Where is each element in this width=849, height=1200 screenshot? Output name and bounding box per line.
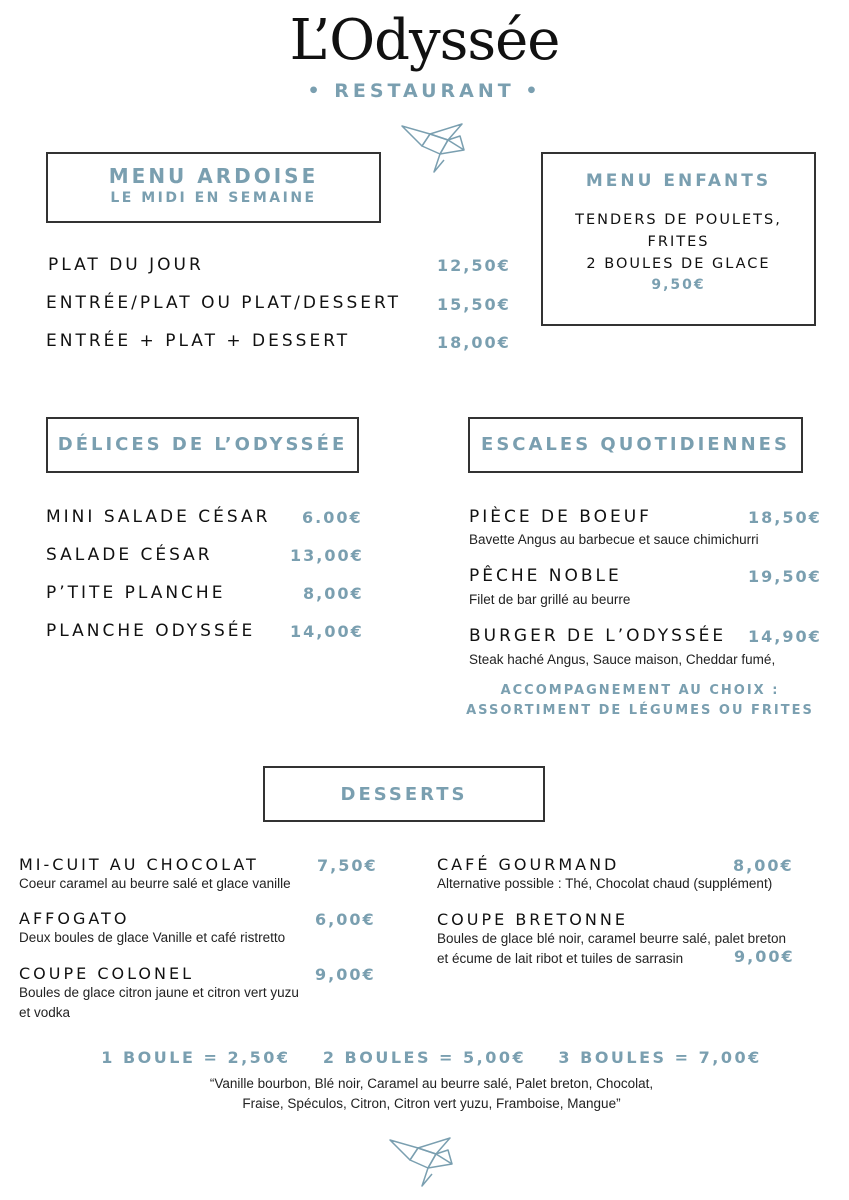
dessert-item-price: 6,00€ (315, 910, 376, 929)
accompagnement-note: ASSORTIMENT DE LÉGUMES OU FRITES (466, 703, 814, 718)
escales-item-price: 14,90€ (748, 627, 822, 646)
delices-title: DÉLICES DE L’ODYSSÉE (57, 434, 348, 455)
delices-item-price: 14,00€ (290, 622, 364, 641)
dessert-item-name: COUPE BRETONNE (437, 910, 628, 929)
dessert-item-desc: Boules de glace citron jaune et citron vert yuzu (19, 985, 299, 1000)
delices-item-price: 8,00€ (303, 584, 364, 603)
escales-item-price: 19,50€ (748, 567, 822, 586)
escales-item-desc: Bavette Angus au barbecue et sauce chimichurri (469, 532, 759, 547)
escales-item-name: BURGER DE L’ODYSSÉE (469, 626, 727, 646)
menu-ardoise-subtitle: LE MIDI EN SEMAINE (110, 190, 317, 206)
accompagnement-note: ACCOMPAGNEMENT AU CHOIX : (500, 683, 780, 698)
delices-box (46, 417, 359, 473)
menu-ardoise-title: MENU ARDOISE (108, 164, 319, 188)
dessert-item-desc: Alternative possible : Thé, Chocolat chaud (supplément) (437, 876, 773, 891)
restaurant-subtitle: • RESTAURANT • (307, 80, 542, 102)
delices-item-price: 13,00€ (290, 546, 364, 565)
ardoise-item-name: ENTRÉE/PLAT OU PLAT/DESSERT (46, 293, 401, 313)
escales-item-name: PIÈCE DE BOEUF (469, 507, 652, 527)
boules-pricing: 1 BOULE = 2,50€ 2 BOULES = 5,00€ 3 BOULES = 7,00€ (101, 1048, 762, 1067)
menu-enfants-line: 2 BOULES DE GLACE (586, 256, 771, 272)
dessert-item-price: 9,00€ (734, 947, 795, 966)
escales-item-name: PÊCHE NOBLE (469, 566, 622, 586)
menu-enfants-title: MENU ENFANTS (585, 171, 772, 191)
dessert-item-desc: et écume de lait ribot et tuiles de sarrasin (437, 951, 684, 966)
origami-bird-icon (400, 120, 480, 180)
flavors-list: Fraise, Spéculos, Citron, Citron vert yuzu, Framboise, Mangue” (242, 1096, 621, 1111)
delices-item-name: SALADE CÉSAR (46, 545, 213, 565)
escales-title: ESCALES QUOTIDIENNES (481, 434, 790, 455)
ardoise-item-price: 18,00€ (437, 333, 511, 352)
delices-item-name: PLANCHE ODYSSÉE (46, 621, 256, 641)
ardoise-item-name: ENTRÉE + PLAT + DESSERT (46, 331, 351, 351)
ardoise-item-price: 12,50€ (437, 256, 511, 275)
dessert-item-name: COUPE COLONEL (19, 964, 195, 983)
desserts-title: DESSERTS (340, 784, 468, 805)
menu-enfants-box (541, 152, 816, 326)
origami-bird-icon (388, 1134, 468, 1194)
flavors-list: “Vanille bourbon, Blé noir, Caramel au beurre salé, Palet breton, Chocolat, (209, 1076, 654, 1091)
escales-item-desc: Steak haché Angus, Sauce maison, Cheddar fumé, (469, 652, 776, 667)
dessert-item-price: 9,00€ (315, 965, 376, 984)
escales-box (468, 417, 803, 473)
menu-enfants-line: TENDERS DE POULETS, (575, 212, 782, 228)
menu-ardoise-box (46, 152, 381, 223)
dessert-item-desc: Deux boules de glace Vanille et café ristretto (19, 930, 286, 945)
dessert-item-price: 7,50€ (317, 856, 378, 875)
dessert-item-name: CAFÉ GOURMAND (437, 855, 620, 874)
escales-item-price: 18,50€ (748, 508, 822, 527)
dessert-item-name: MI-CUIT AU CHOCOLAT (19, 855, 259, 874)
dessert-item-price: 8,00€ (733, 856, 794, 875)
delices-item-price: 6.00€ (302, 508, 363, 527)
delices-item-name: MINI SALADE CÉSAR (46, 507, 271, 527)
dessert-item-desc: Coeur caramel au beurre salé et glace vanille (19, 876, 291, 891)
dessert-item-desc: et vodka (19, 1005, 71, 1020)
restaurant-title: L’Odyssée (289, 8, 560, 73)
menu-enfants-price: 9,50€ (651, 277, 706, 293)
ardoise-item-price: 15,50€ (437, 295, 511, 314)
menu-enfants-line: FRITES (647, 234, 710, 250)
escales-item-desc: Filet de bar grillé au beurre (469, 592, 631, 607)
desserts-box (263, 766, 545, 822)
ardoise-item-name: PLAT DU JOUR (48, 255, 204, 275)
dessert-item-name: AFFOGATO (19, 909, 130, 928)
dessert-item-desc: Boules de glace blé noir, caramel beurre salé, palet breton (437, 931, 786, 946)
delices-item-name: P’TITE PLANCHE (46, 583, 226, 603)
